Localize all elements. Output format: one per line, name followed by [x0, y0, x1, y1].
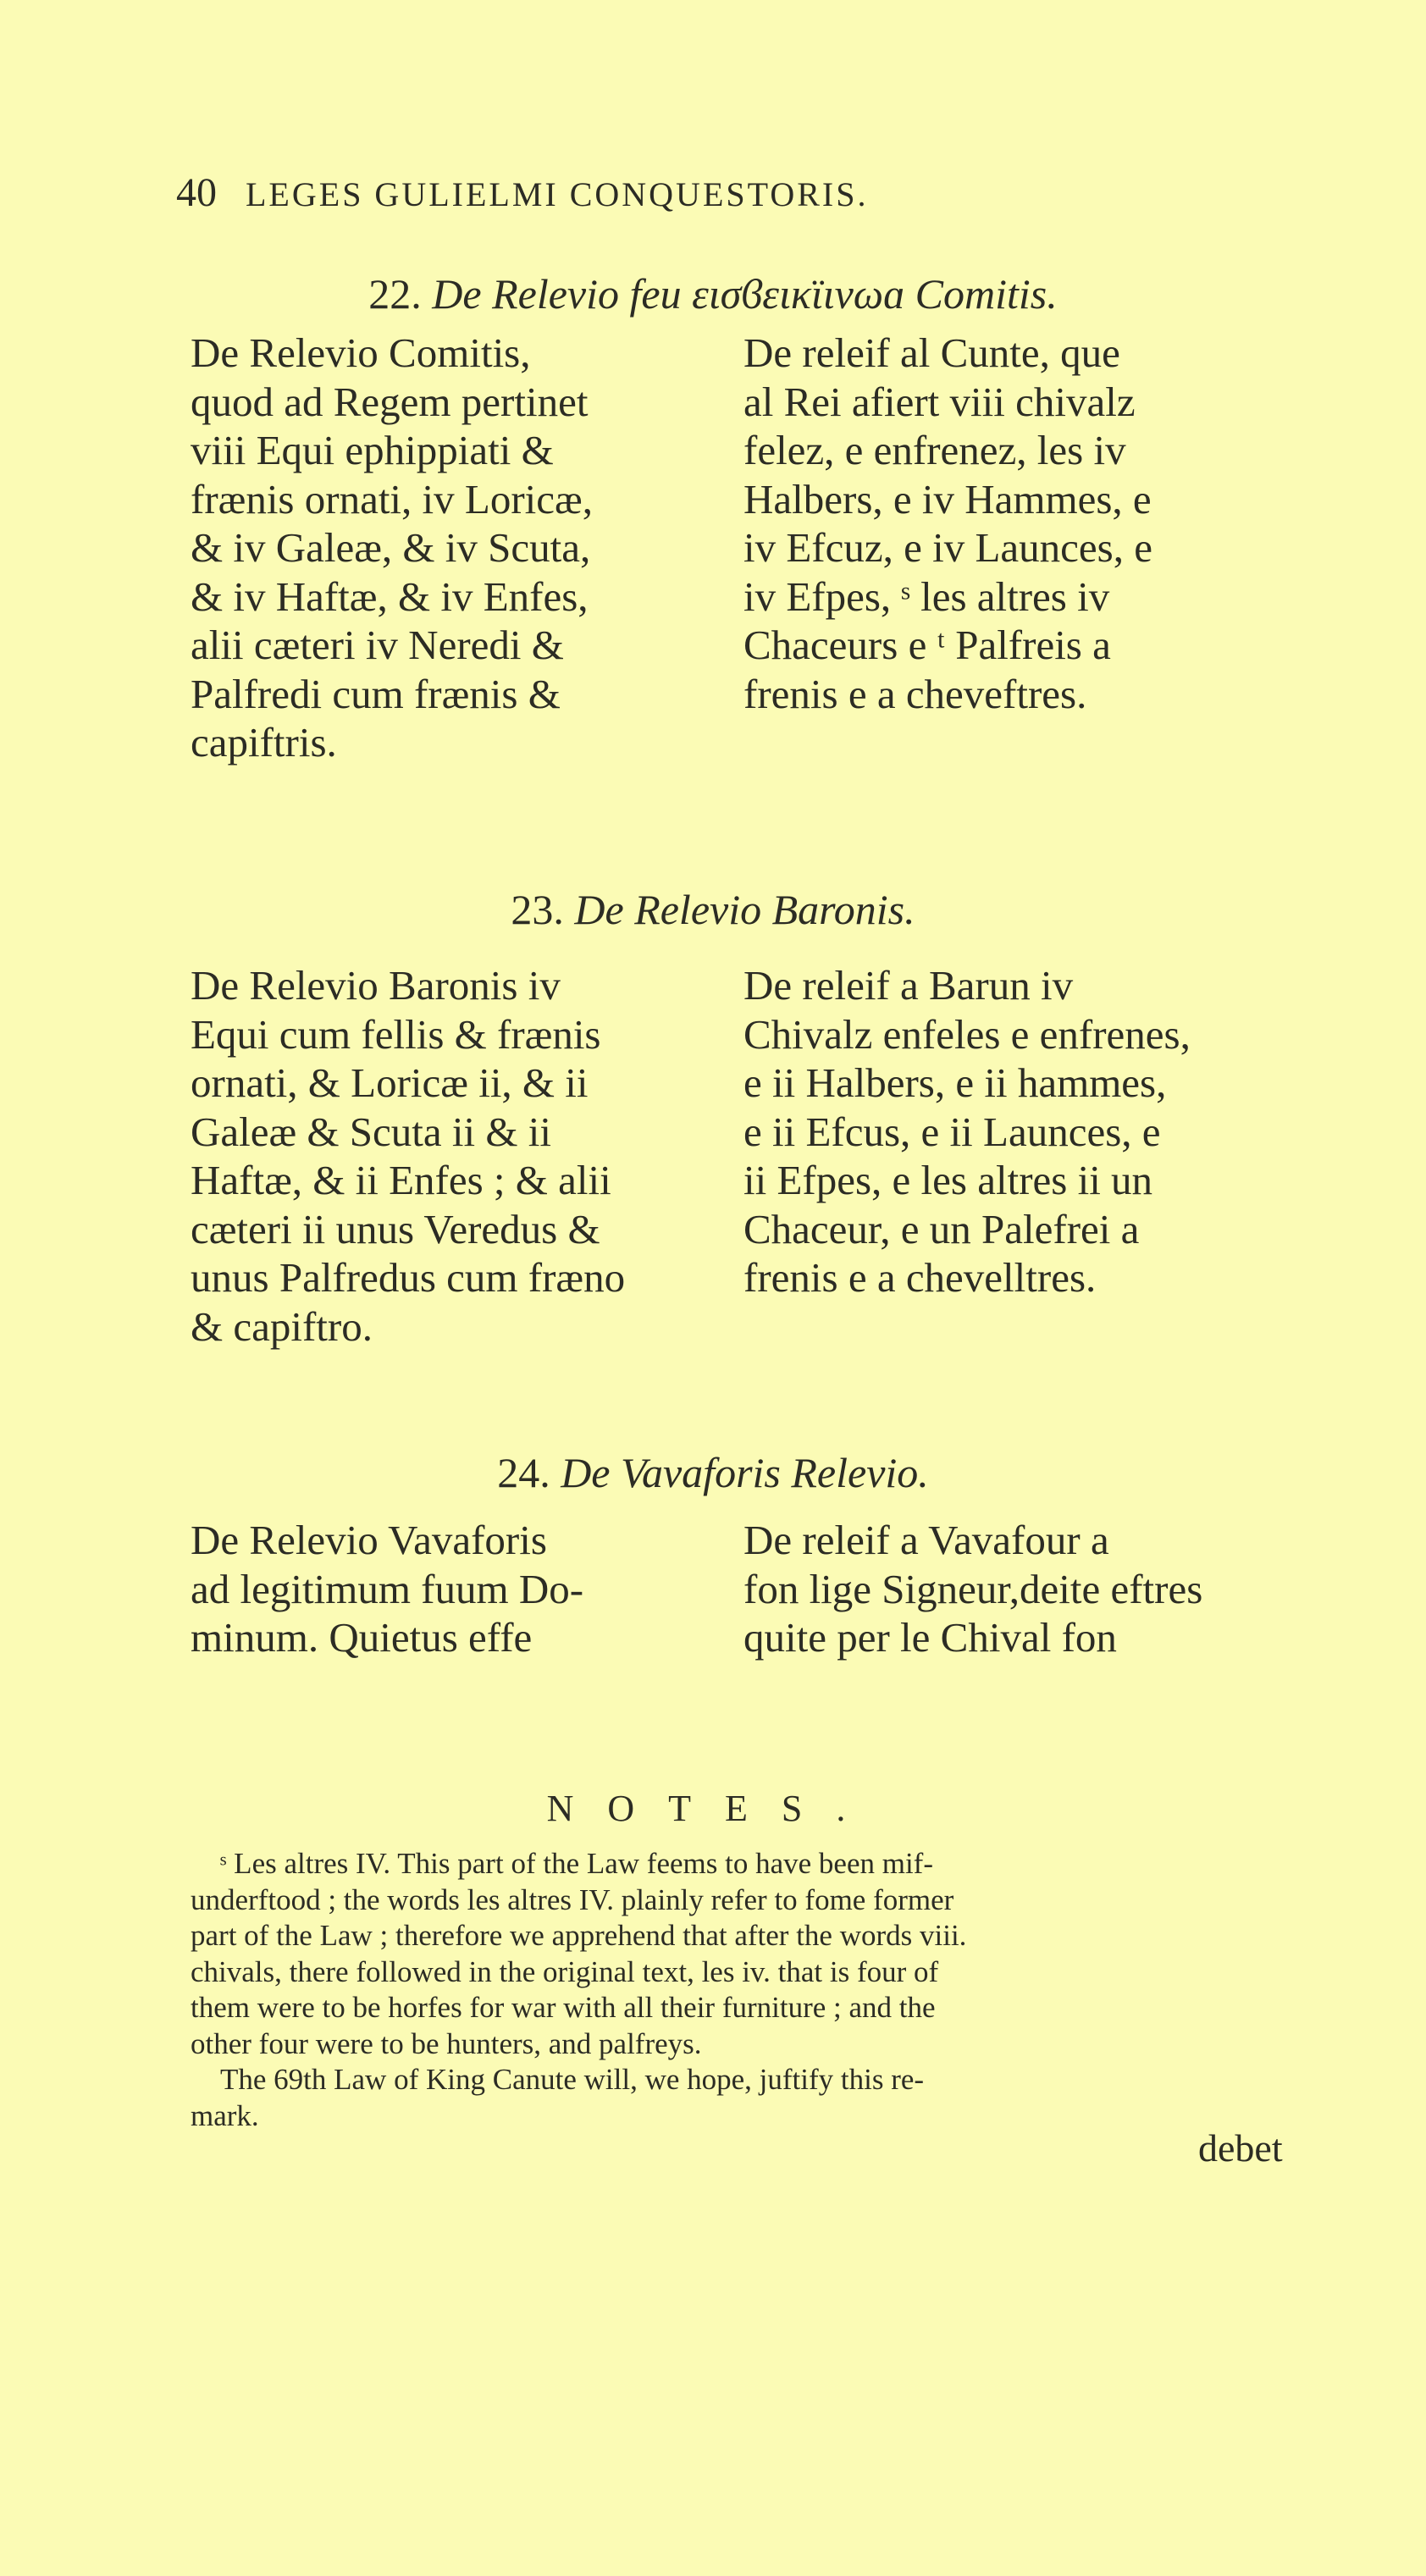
note-line: chivals, there followed in the original text, les iv. that is four of [191, 1954, 939, 1988]
text-line: Palfredi cum frænis & [191, 670, 561, 717]
latin-column-24 [191, 1516, 716, 1662]
text-line: frænis ornati, iv Loricæ, [191, 475, 593, 522]
section-heading-23 [0, 885, 1426, 934]
running-title: LEGES GULIELMI CONQUESTORIS. [246, 175, 869, 213]
text-line: ad legitimum fuum Do- [191, 1565, 584, 1612]
text-line: capiftris. [191, 719, 337, 766]
text-line: De releif a Barun iv [743, 962, 1074, 1009]
text-line: Halbers, e iv Hammes, e [743, 475, 1152, 522]
text-line: al Rei afiert viii chivalz [743, 378, 1136, 425]
text-line: De Relevio Comitis, [191, 329, 531, 376]
notes-body [191, 1846, 1308, 2134]
note-line: them were to be horfes for war with all their furniture ; and the [191, 1991, 936, 2024]
catchword: debet [1198, 2126, 1283, 2170]
text-line: De releif al Cunte, que [743, 329, 1120, 376]
note-line: part of the Law ; therefore we apprehend that after the words viii. [191, 1919, 967, 1952]
text-line: e ii Halbers, e ii hammes, [743, 1059, 1167, 1106]
text-line: De Relevio Baronis iv [191, 962, 561, 1009]
text-line: & iv Haftæ, & iv Enfes, [191, 572, 589, 620]
text-line: De Relevio Vavaforis [191, 1517, 547, 1563]
section-title: De Relevio Baronis. [574, 886, 915, 933]
text-line: felez, e enfrenez, les iv [743, 427, 1126, 473]
text-line: frenis e a cheveftres. [743, 670, 1087, 717]
text-line: Galeæ & Scuta ii & ii [191, 1108, 551, 1155]
section-title: De Relevio feu εισϐεικϊινωɑ Comitis. [432, 270, 1058, 318]
notes-title: NOTES. [546, 1788, 880, 1829]
note-line: The 69th Law of King Canute will, we hope, juftify this re- [220, 2063, 925, 2096]
page-number: 40 [176, 170, 217, 215]
text-line: quite per le Chival fon [743, 1614, 1117, 1661]
text-line: minum. Quietus effe [191, 1614, 533, 1661]
text-line: frenis e a chevelltres. [743, 1254, 1097, 1301]
section-title: De Vavaforis Relevio. [561, 1449, 929, 1496]
french-column-24 [743, 1516, 1302, 1662]
note-line: underftood ; the words les altres IV. plainly refer to fome former [191, 1882, 954, 1916]
text-line: cæteri ii unus Veredus & [191, 1205, 600, 1252]
running-head [176, 169, 868, 216]
text-line: & capiftro. [191, 1302, 373, 1350]
text-line: Chivalz enfeles e enfrenes, [743, 1010, 1191, 1058]
text-line: ii Efpes, e les altres ii un [743, 1157, 1153, 1203]
text-line: fon lige Signeur,deite eftres [743, 1565, 1203, 1612]
section-heading-24 [0, 1448, 1426, 1497]
text-line: ornati, & Loricæ ii, & ii [191, 1059, 589, 1106]
text-line: De releif a Vavafour a [743, 1517, 1109, 1563]
text-line: viii Equi ephippiati & [191, 427, 554, 473]
text-line: Equi cum fellis & frænis [191, 1010, 601, 1058]
latin-column-22 [191, 329, 716, 767]
text-line: alii cæteri iv Neredi & [191, 622, 564, 668]
text-line: e ii Efcus, e ii Launces, e [743, 1108, 1161, 1155]
note-line: mark. [191, 2098, 259, 2132]
section-heading-22 [0, 269, 1426, 318]
latin-column-23 [191, 961, 716, 1351]
french-column-22 [743, 329, 1302, 718]
note-line: ˢ Les altres IV. This part of the Law feems to have been mif- [220, 1847, 933, 1880]
text-line: iv Efpes, ˢ les altres iv [743, 572, 1110, 620]
section-number: 24. [497, 1449, 550, 1496]
french-column-23 [743, 961, 1302, 1302]
section-number: 22. [368, 270, 422, 318]
section-number: 23. [511, 886, 564, 933]
text-line: & iv Galeæ, & iv Scuta, [191, 524, 591, 571]
text-line: unus Palfredus cum fræno [191, 1254, 626, 1301]
note-line: other four were to be hunters, and palfreys. [191, 2026, 702, 2060]
text-line: Haftæ, & ii Enfes ; & alii [191, 1157, 611, 1203]
text-line: Chaceur, e un Palefrei a [743, 1205, 1140, 1252]
text-line: iv Efcuz, e iv Launces, e [743, 524, 1152, 571]
text-line: quod ad Regem pertinet [191, 378, 589, 425]
text-line: Chaceurs e ᵗ Palfreis a [743, 622, 1111, 668]
